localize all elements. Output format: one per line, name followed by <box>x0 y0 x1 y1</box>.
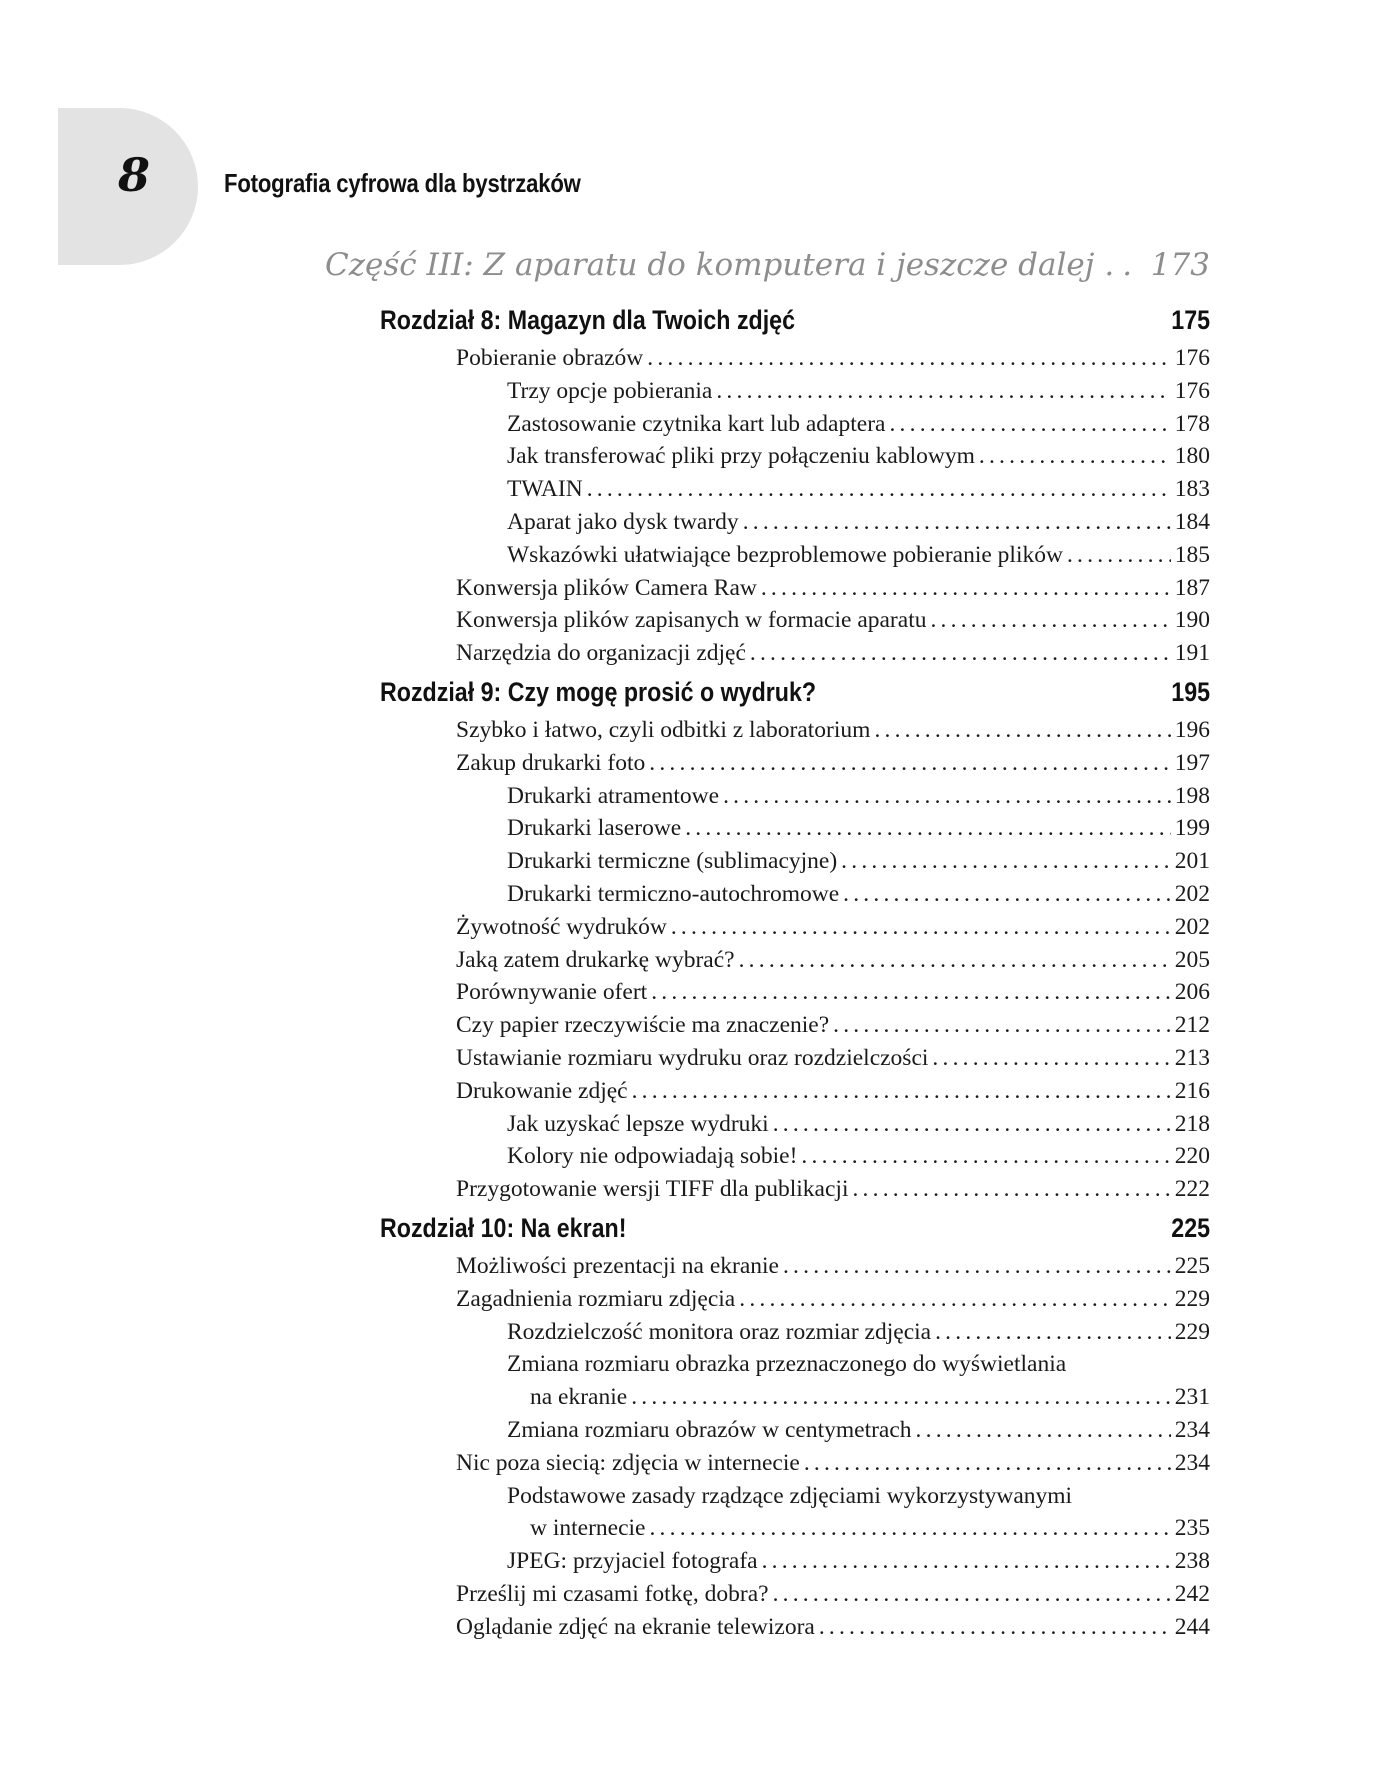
toc-entry-title: Drukarki termiczne (sublimacyjne) <box>507 848 838 875</box>
chapter-heading[interactable] <box>380 298 1210 342</box>
toc-entry[interactable] <box>380 878 1210 911</box>
toc-entry-title: Jak uzyskać lepsze wydruki <box>507 1110 769 1137</box>
toc-entry[interactable] <box>380 1512 1210 1545</box>
chapter-heading[interactable] <box>380 670 1210 714</box>
dot-leader <box>843 878 1171 911</box>
toc-entry-page: 244 <box>1174 1613 1210 1640</box>
chapter-title: Rozdział 9: Czy mogę prosić o wydruk? <box>380 676 817 707</box>
toc-entry-title: w internecie <box>530 1515 646 1542</box>
toc-entry[interactable] <box>380 1108 1210 1141</box>
toc-entry[interactable] <box>380 440 1210 473</box>
dot-leader <box>739 944 1171 977</box>
dot-leader <box>804 1447 1171 1480</box>
toc-entry-title-line: Zmiana rozmiaru obrazka przeznaczonego do wyświetlania <box>507 1351 1067 1378</box>
toc-entry-page: 229 <box>1174 1318 1210 1345</box>
toc-entry-title: Zmiana rozmiaru obrazów w centymetrach <box>507 1416 912 1443</box>
chapter-title: Rozdział 10: Na ekran! <box>380 1212 627 1243</box>
toc-entry-title: Zastosowanie czytnika kart lub adaptera <box>507 410 886 437</box>
toc-entry-page: 231 <box>1174 1384 1210 1411</box>
toc-entry-title: Pobieranie obrazów <box>456 345 644 371</box>
dot-leader <box>833 1009 1171 1042</box>
toc-entry-page: 187 <box>1174 574 1210 601</box>
toc-entry-title: Rozdzielczość monitora oraz rozmiar zdjęcia <box>507 1318 932 1345</box>
toc-entry[interactable] <box>380 1140 1210 1173</box>
toc-entry-title: Zakup drukarki foto <box>456 749 646 776</box>
toc-entry-title: Czy papier rzeczywiście ma znaczenie? <box>456 1012 830 1039</box>
dot-leader <box>1104 247 1140 283</box>
toc-entry-page: 183 <box>1174 476 1210 503</box>
toc-entry[interactable] <box>380 812 1210 845</box>
dot-leader <box>801 1140 1170 1173</box>
table-of-contents <box>380 298 1210 1643</box>
part-heading <box>325 247 1210 283</box>
toc-entry-title-line: Podstawowe zasady rządzące zdjęciami wykorzystywanymi <box>507 1482 1073 1509</box>
toc-entry-title: Przygotowanie wersji TIFF dla publikacji <box>456 1176 849 1203</box>
dot-leader <box>587 473 1171 506</box>
part-page: 173 <box>1150 247 1210 283</box>
dot-leader <box>685 812 1171 845</box>
dot-leader <box>716 375 1170 408</box>
chapter-page: 175 <box>1171 305 1210 335</box>
toc-entry-title: Zagadnienia rozmiaru zdjęcia <box>456 1285 736 1312</box>
dot-leader <box>750 637 1171 670</box>
toc-entry-title: Aparat jako dysk twardy <box>507 508 739 535</box>
dot-leader <box>1067 539 1171 572</box>
part-title: Część III: Z aparatu do komputera i jeszcze dalej <box>325 247 1095 283</box>
toc-entry-title: Kolory nie odpowiadają sobie! <box>507 1143 798 1170</box>
toc-entry-page: 220 <box>1174 1143 1210 1170</box>
toc-entry[interactable] <box>380 1545 1210 1578</box>
toc-entry[interactable] <box>380 1316 1210 1349</box>
dot-leader <box>852 1173 1170 1206</box>
toc-entry-title: Konwersja plików Camera Raw <box>456 574 757 601</box>
toc-entry[interactable] <box>380 572 1210 605</box>
toc-entry-title: Drukarki laserowe <box>507 815 682 842</box>
toc-entry[interactable] <box>380 1414 1210 1447</box>
toc-entry-title: Szybko i łatwo, czyli odbitki z laboratorium <box>456 716 871 743</box>
toc-entry-page: 216 <box>1174 1077 1210 1104</box>
dot-leader <box>979 440 1171 473</box>
toc-entry[interactable] <box>380 375 1210 408</box>
toc-entry-title: Drukarki atramentowe <box>507 782 720 809</box>
toc-entry-page: 212 <box>1174 1012 1210 1039</box>
toc-entry[interactable] <box>380 976 1210 1009</box>
toc-entry[interactable] <box>380 604 1210 637</box>
toc-entry-page: 197 <box>1174 749 1210 776</box>
chapter-title: Rozdział 8: Magazyn dla Twoich zdjęć <box>380 305 796 335</box>
toc-entry-title: Wskazówki ułatwiające bezproblemowe pobieranie plików <box>507 541 1063 568</box>
toc-entry[interactable] <box>380 1611 1210 1644</box>
dot-leader <box>773 1108 1171 1141</box>
toc-entry-title: Konwersja plików zapisanych w formacie aparatu <box>456 607 927 634</box>
toc-entry-page: 199 <box>1174 815 1210 842</box>
dot-leader <box>841 845 1171 878</box>
toc-entry-title: Żywotność wydruków <box>456 913 667 940</box>
toc-entry-page: 176 <box>1174 345 1210 371</box>
toc-entry-title: TWAIN <box>507 476 583 503</box>
toc-entry[interactable] <box>380 911 1210 944</box>
toc-entry[interactable] <box>380 1447 1210 1480</box>
dot-leader <box>762 1545 1171 1578</box>
toc-entry-page: 190 <box>1174 607 1210 634</box>
toc-entry-title: na ekranie <box>530 1384 628 1411</box>
toc-entry-title: Możliwości prezentacji na ekranie <box>456 1252 779 1279</box>
toc-entry-page: 180 <box>1174 443 1210 470</box>
toc-entry-title: Drukarki termiczno-autochromowe <box>507 880 840 907</box>
toc-entry[interactable] <box>380 1075 1210 1108</box>
dot-leader <box>930 604 1170 637</box>
toc-entry[interactable] <box>380 506 1210 539</box>
dot-leader <box>819 1611 1171 1644</box>
toc-entry-page: 196 <box>1174 716 1210 743</box>
dot-leader <box>932 1042 1170 1075</box>
dot-leader <box>649 747 1170 780</box>
toc-entry[interactable] <box>380 473 1210 506</box>
toc-entry[interactable] <box>380 342 1210 375</box>
toc-entry-title: Jaką zatem drukarkę wybrać? <box>456 946 735 973</box>
toc-entry[interactable] <box>380 1250 1210 1283</box>
page-number: 8 <box>118 148 151 202</box>
toc-entry-title: Drukowanie zdjęć <box>456 1077 628 1104</box>
running-title: Fotografia cyfrowa dla bystrzaków <box>224 168 581 198</box>
dot-leader <box>935 1316 1171 1349</box>
toc-entry-page: 202 <box>1174 880 1210 907</box>
toc-entry[interactable] <box>380 1009 1210 1042</box>
toc-entry-page: 202 <box>1174 913 1210 940</box>
toc-entry[interactable] <box>380 944 1210 977</box>
toc-entry-page: 201 <box>1174 848 1210 875</box>
toc-entry-page: 205 <box>1174 946 1210 973</box>
toc-entry-page: 198 <box>1174 782 1210 809</box>
toc-entry-title: Porównywanie ofert <box>456 979 648 1006</box>
dot-leader <box>632 1075 1171 1108</box>
dot-leader <box>671 911 1171 944</box>
toc-entry-page: 222 <box>1174 1176 1210 1203</box>
dot-leader <box>647 342 1170 375</box>
dot-leader <box>773 1578 1171 1611</box>
toc-entry[interactable] <box>380 714 1210 747</box>
dot-leader <box>761 572 1171 605</box>
toc-entry-page: 184 <box>1174 508 1210 535</box>
toc-entry-page: 235 <box>1174 1515 1210 1542</box>
toc-entry-page: 206 <box>1174 979 1210 1006</box>
chapter-heading[interactable] <box>380 1206 1210 1250</box>
dot-leader <box>743 506 1171 539</box>
toc-entry-page: 176 <box>1174 377 1210 404</box>
toc-entry-title: Nic poza siecią: zdjęcia w internecie <box>456 1449 800 1476</box>
toc-entry-page: 225 <box>1174 1252 1210 1279</box>
toc-entry[interactable] <box>380 1042 1210 1075</box>
toc-entry[interactable] <box>380 539 1210 572</box>
toc-entry-title: JPEG: przyjaciel fotografa <box>507 1548 758 1575</box>
dot-leader <box>723 780 1171 813</box>
toc-entry[interactable] <box>380 637 1210 670</box>
toc-entry-title: Jak transferować pliki przy połączeniu kablowym <box>507 443 975 470</box>
dot-leader <box>739 1283 1171 1316</box>
toc-entry-page: 234 <box>1174 1449 1210 1476</box>
toc-entry-page: 191 <box>1174 640 1210 667</box>
toc-entry-page: 178 <box>1174 410 1210 437</box>
dot-leader <box>916 1414 1171 1447</box>
toc-entry-title: Ustawianie rozmiaru wydruku oraz rozdzielczości <box>456 1044 929 1071</box>
toc-entry-title: Oglądanie zdjęć na ekranie telewizora <box>456 1613 815 1640</box>
toc-entry[interactable] <box>380 1578 1210 1611</box>
dot-leader <box>889 408 1170 441</box>
dot-leader <box>783 1250 1171 1283</box>
dot-leader <box>874 714 1170 747</box>
dot-leader <box>649 1512 1170 1545</box>
toc-entry-page: 234 <box>1174 1416 1210 1443</box>
toc-entry-page: 238 <box>1174 1548 1210 1575</box>
toc-entry-page: 218 <box>1174 1110 1210 1137</box>
toc-entry[interactable] <box>380 1381 1210 1414</box>
dot-leader <box>651 976 1171 1009</box>
toc-entry[interactable] <box>380 1283 1210 1316</box>
toc-entry-title: Prześlij mi czasami fotkę, dobra? <box>456 1580 769 1607</box>
chapter-page: 195 <box>1171 676 1210 707</box>
toc-entry-page: 213 <box>1174 1044 1210 1071</box>
toc-entry-title: Trzy opcje pobierania <box>507 377 713 404</box>
toc-entry[interactable] <box>380 845 1210 878</box>
chapter-page: 225 <box>1171 1212 1210 1243</box>
toc-entry-page: 229 <box>1174 1285 1210 1312</box>
toc-entry-page: 185 <box>1174 541 1210 568</box>
toc-entry-page: 242 <box>1174 1580 1210 1607</box>
toc-entry[interactable] <box>380 408 1210 441</box>
toc-entry-title: Narzędzia do organizacji zdjęć <box>456 640 746 667</box>
toc-entry[interactable] <box>380 747 1210 780</box>
toc-entry[interactable] <box>380 1173 1210 1206</box>
toc-entry[interactable] <box>380 780 1210 813</box>
dot-leader <box>631 1381 1171 1414</box>
